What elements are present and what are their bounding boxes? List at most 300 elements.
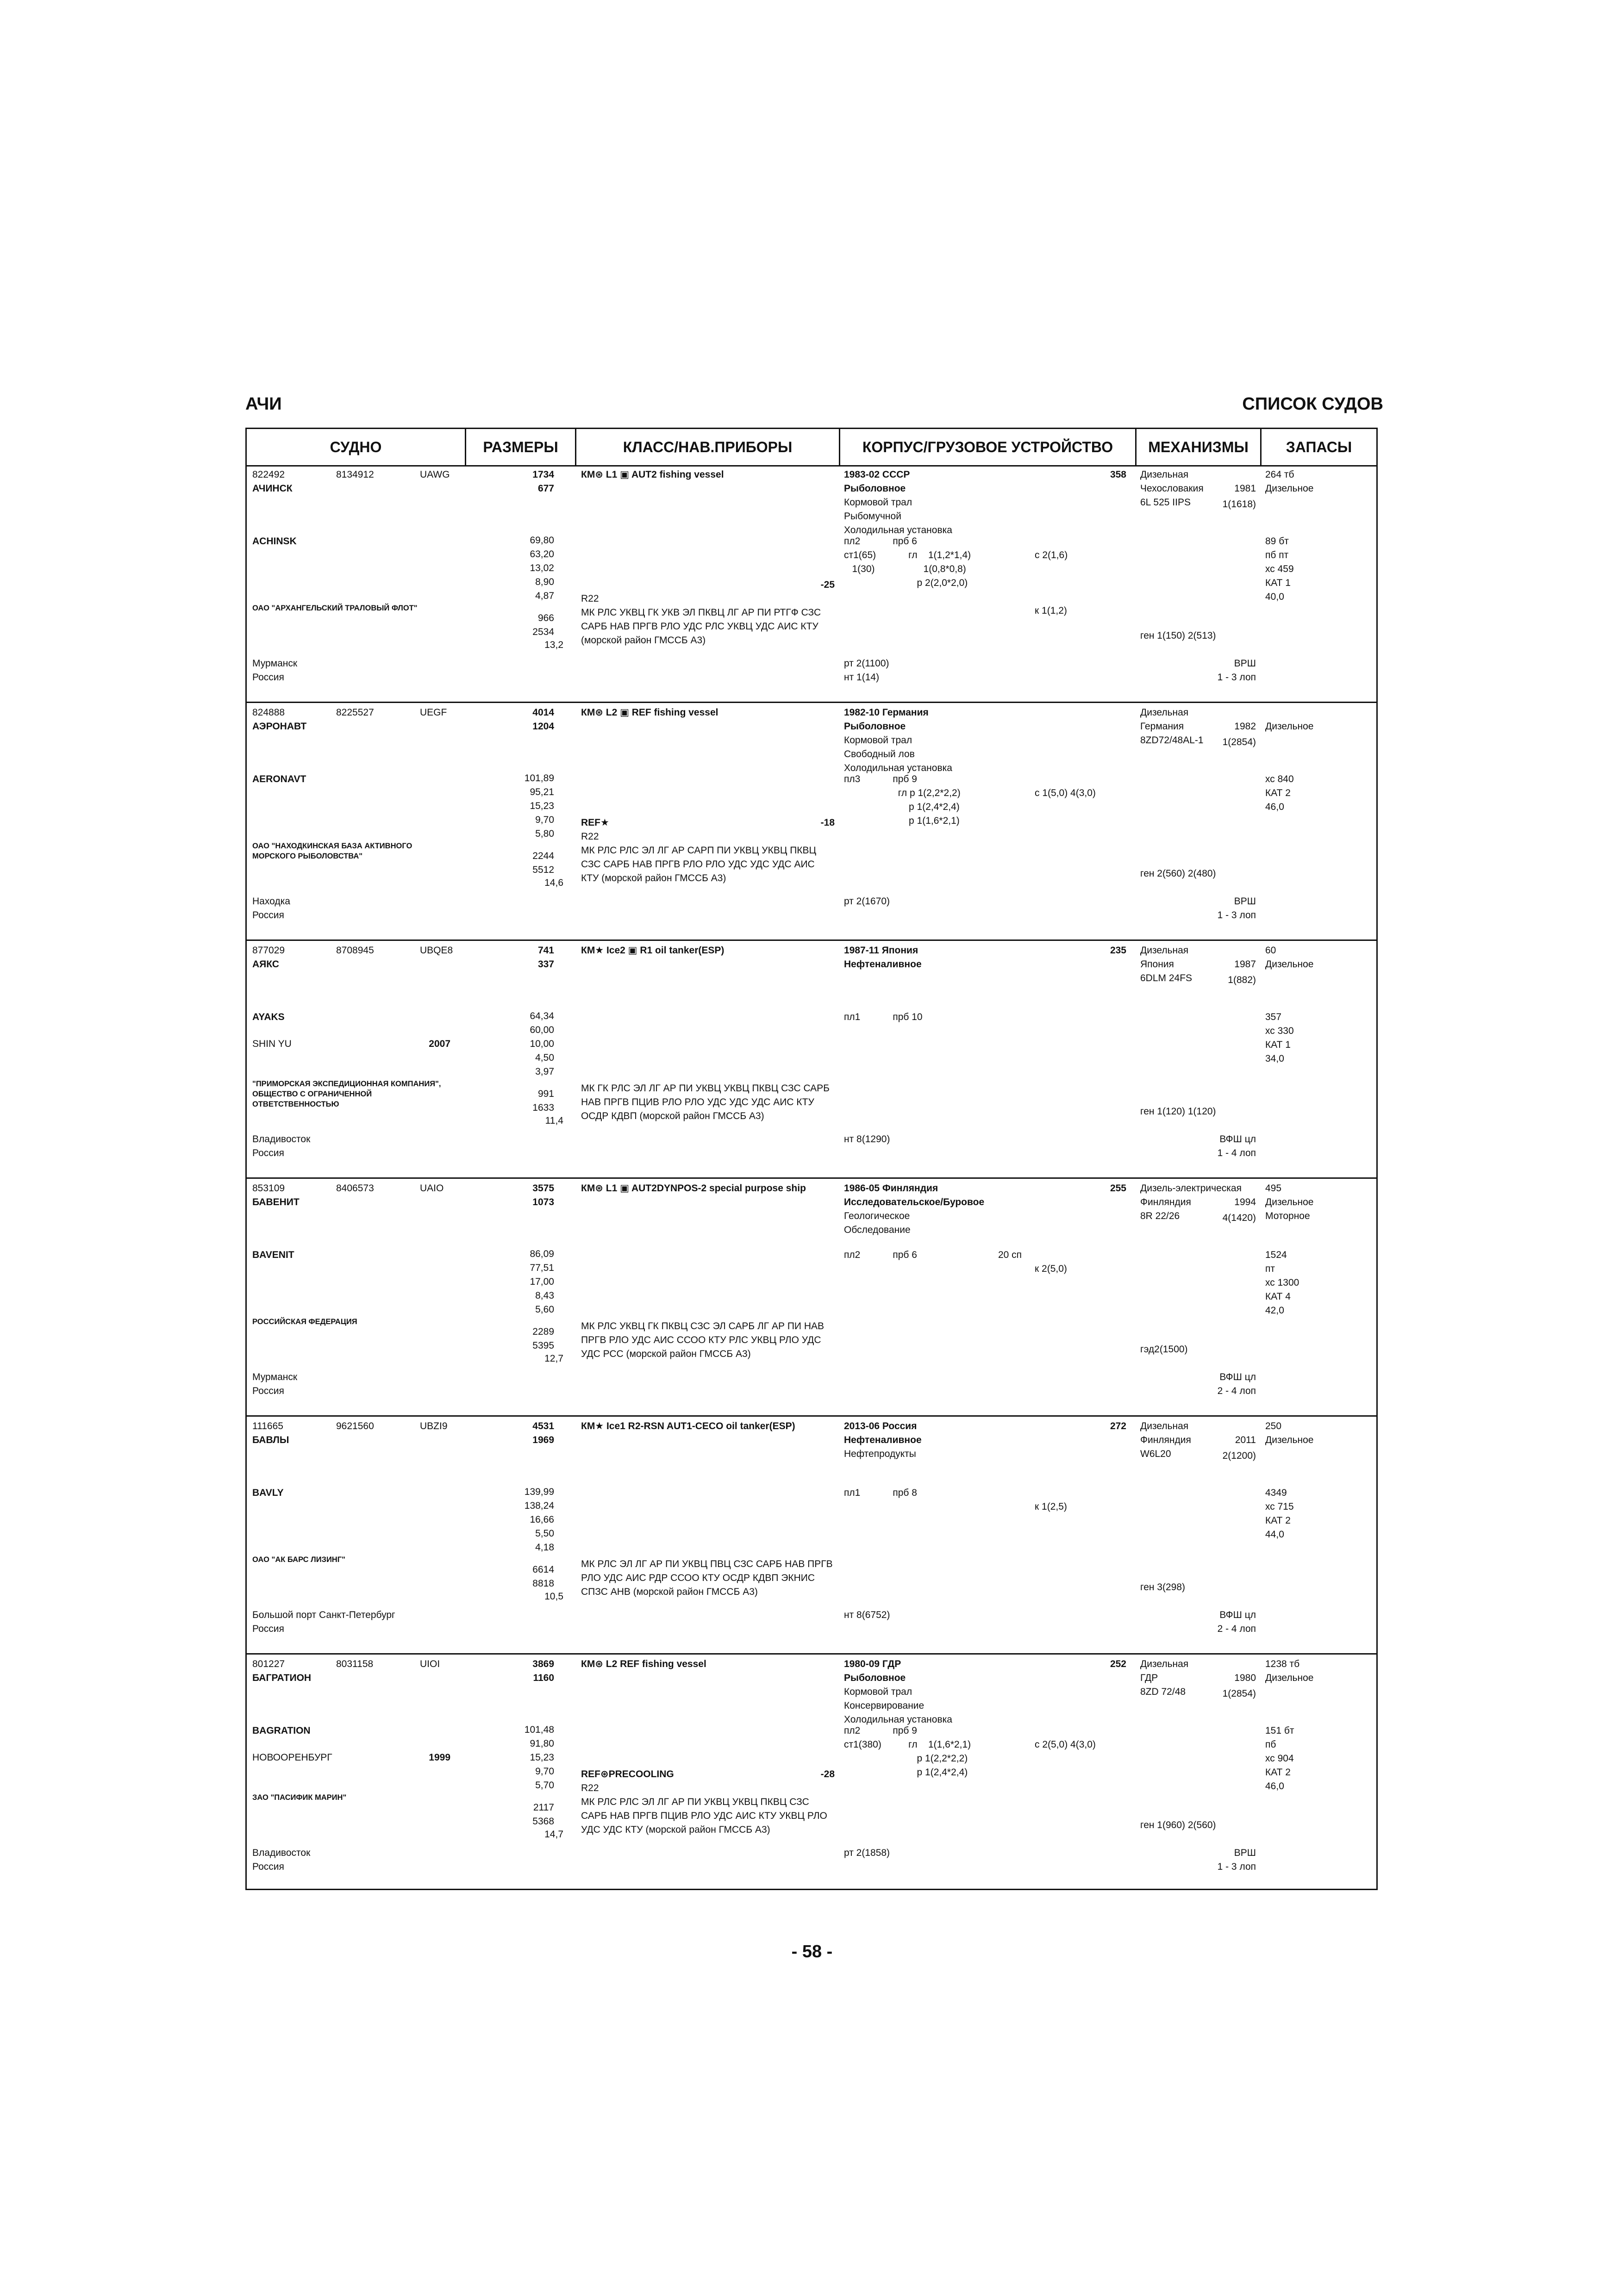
stores-line: КАТ 2 [1265, 1515, 1291, 1526]
ship-record [247, 941, 1376, 1179]
stores-line: 89 бт [1265, 536, 1289, 547]
propeller-blades: 2 - 4 лоп [1217, 1386, 1256, 1396]
cargo-gear [1035, 535, 1068, 618]
stores-line: 1524 [1265, 1250, 1287, 1260]
table-header [247, 429, 1376, 467]
machinery-list [1140, 1419, 1191, 1461]
hull-number: 358 [1110, 469, 1126, 480]
deadweight-value: 5395 [532, 1340, 554, 1351]
refrigerant: R22 [581, 1783, 599, 1793]
page-header-left: АЧИ [245, 394, 282, 414]
stores-line: 34,0 [1265, 1053, 1284, 1064]
imo-number: 8134912 [336, 469, 374, 480]
stores-line: КАТ 1 [1265, 1039, 1291, 1050]
hull-description-line: Рыбомучной [844, 511, 901, 522]
ship-name-ru: БАГРАТИОН [252, 1673, 312, 1683]
dimension-value: 91,80 [530, 1738, 554, 1749]
column-header-stores: ЗАПАСЫ [1286, 439, 1352, 455]
machinery-line: 8ZD 72/48 [1140, 1686, 1186, 1697]
deadweight-list [469, 849, 554, 877]
vessel-type: Нефтеналивное [844, 1435, 922, 1445]
navigation-equipment: МК РЛС УКВЦ ГК УКВ ЭЛ ПКВЦ ЛГ АР ПИ РТГФ СЗС САРБ НАВ ПРГВ РЛО УДС РЛС УКВЦ УДС АИС КТУ (морской район ГМССБ А3) [581, 607, 821, 646]
dimensions-list [469, 772, 554, 841]
build-date-country: 1987-11 Япония [844, 945, 918, 956]
deadweight-value: 5368 [532, 1816, 554, 1827]
build-date-country: 1982-10 Германия [844, 707, 929, 718]
fuel-type: Дизельное [1265, 1435, 1314, 1445]
navigation-equipment: МК ГК РЛС ЭЛ ЛГ АР ПИ УКВЦ УКВЦ ПКВЦ СЗС САРБ НАВ ПРГВ ПЦИВ РЛО РЛО УДС УДС УДС АИС КТУ ОСДР КДВП (морской район ГМССБ А3) [581, 1083, 830, 1121]
speed-value: 14,7 [544, 1829, 563, 1840]
fuel-capacity: 1238 тб [1265, 1659, 1300, 1669]
dimension-value: 95,21 [530, 787, 554, 797]
column-header-machinery: МЕХАНИЗМЫ [1137, 429, 1262, 465]
propeller-type: ВРШ [1234, 1848, 1256, 1858]
registry-number: 111665 [252, 1421, 283, 1431]
stores-line: 44,0 [1265, 1529, 1284, 1540]
previous-name: SHIN YU [252, 1039, 292, 1049]
page-number: - 58 - [791, 1942, 833, 1961]
hull-description-line: Геологическое [844, 1211, 910, 1221]
machinery-line: Дизель-электрическая [1140, 1183, 1242, 1194]
machinery-list [1140, 1657, 1188, 1699]
dimensions-list [469, 534, 554, 603]
dimension-value: 4,50 [535, 1052, 554, 1063]
dimension-value: 4,18 [535, 1542, 554, 1553]
speed-value: 13,2 [544, 640, 563, 650]
machinery-line: Дизельная [1140, 469, 1189, 480]
machinery-line: Дизельная [1140, 1421, 1189, 1431]
cargo-gear-line: с 2(5,0) 4(3,0) [1035, 1739, 1096, 1750]
dimension-value: 86,09 [530, 1249, 554, 1259]
ship-name-ru: БАВЛЫ [252, 1435, 289, 1445]
propeller-blades: 1 - 4 лоп [1217, 1148, 1256, 1158]
hold-line: ст1(65) гл 1(1,2*1,4) [844, 550, 971, 560]
call-sign: UIOI [420, 1659, 440, 1669]
deadweight-value: 2534 [532, 627, 554, 637]
class-notation: КМ★ Ice1 R2-RSN AUT1-CECO oil tanker(ESP) [581, 1421, 795, 1431]
call-sign: UEGF [420, 707, 447, 718]
stores-line: 151 бт [1265, 1725, 1294, 1736]
build-date-country: 1986-05 Финляндия [844, 1183, 938, 1194]
hold-line: пл2 прб 9 [844, 1725, 917, 1736]
cargo-gear-line: к 1(1,2) [1035, 605, 1067, 616]
cargo-gear-line: к 1(2,5) [1035, 1501, 1067, 1512]
call-sign: UAIO [420, 1183, 444, 1194]
dimension-value: 5,60 [535, 1304, 554, 1315]
propeller-type: ВФШ цл [1219, 1372, 1256, 1382]
gross-tonnage: 741 [537, 945, 554, 956]
registry-number: 853109 [252, 1183, 285, 1194]
dimension-value: 9,70 [535, 1766, 554, 1777]
hull-description-line: Кормовой трал [844, 735, 912, 746]
dimension-value: 13,02 [530, 563, 554, 573]
stores-line: хс 904 [1265, 1753, 1294, 1764]
hull-description [844, 1685, 952, 1727]
speed-value: 11,4 [545, 1115, 563, 1126]
imo-number: 8225527 [336, 707, 374, 718]
dimension-value: 8,43 [535, 1290, 554, 1301]
fuel-type: Дизельное [1265, 1673, 1314, 1683]
deadweight-list [469, 611, 554, 639]
hull-number: 235 [1110, 945, 1126, 956]
engine-year: 1980 [1234, 1673, 1256, 1683]
hull-description [844, 1209, 911, 1237]
class-notation: КМ⊛ L1 ▣ AUT2DYNPOS-2 special purpose ship [581, 1183, 806, 1194]
vessel-type: Рыболовное [844, 721, 906, 732]
home-port: Владивосток [252, 1134, 311, 1145]
stores-line: пб пт [1265, 550, 1289, 560]
hold-line: р 1(1,6*2,1) [844, 815, 960, 826]
misc-equipment-line: нт 8(1290) [844, 1134, 890, 1145]
flag-country: Россия [252, 672, 284, 683]
misc-equipment [844, 1846, 890, 1860]
dimension-value: 60,00 [530, 1025, 554, 1035]
net-tonnage: 1204 [532, 721, 554, 732]
dimension-value: 8,90 [535, 577, 554, 587]
dimensions-list [469, 1247, 554, 1317]
stores-line: пб [1265, 1739, 1276, 1750]
machinery-line: Дизельная [1140, 1659, 1189, 1669]
stores-line: хс 330 [1265, 1026, 1294, 1036]
propeller-type: ВФШ цл [1219, 1610, 1256, 1620]
fuel-capacity: 264 тб [1265, 469, 1294, 480]
imo-number: 8708945 [336, 945, 374, 956]
cargo-gear [1035, 772, 1096, 800]
hold-line: пл2 прб 6 [844, 536, 917, 547]
misc-equipment [844, 1608, 890, 1622]
fuel-capacity: 250 [1265, 1421, 1282, 1431]
propeller-blades: 1 - 3 лоп [1217, 1861, 1256, 1872]
navigation-equipment: МК РЛС РЛС ЭЛ ЛГ АР САРП ПИ УКВЦ УКВЦ ПКВЦ СЗС САРБ НАВ ПРГВ РЛО РЛО УДС УДС УДС АИС КТУ (морской район ГМССБ А3) [581, 845, 817, 884]
imo-number: 8406573 [336, 1183, 374, 1194]
hold-details [844, 772, 961, 828]
deadweight-list [469, 1801, 554, 1829]
hull-description-line: Обследование [844, 1225, 911, 1235]
hull-description [844, 734, 952, 775]
column-header-hull: КОРПУС/ГРУЗОВОЕ УСТРОЙСТВО [840, 429, 1137, 465]
ship-record [247, 703, 1376, 941]
stores-line: хс 1300 [1265, 1277, 1299, 1288]
ship-record [247, 1179, 1376, 1417]
refrigerant: R22 [581, 593, 599, 604]
stores-line: 42,0 [1265, 1305, 1284, 1316]
hold-details [844, 1724, 971, 1780]
dimension-value: 3,97 [535, 1066, 554, 1077]
engine-power: 1(2854) [1222, 1688, 1256, 1699]
dimensions-list [469, 1485, 554, 1555]
propeller-type: ВРШ [1234, 658, 1256, 669]
ship-record [247, 1417, 1376, 1655]
engine-power: 2(1200) [1222, 1450, 1256, 1461]
dimension-value: 5,70 [535, 1780, 554, 1791]
flag-country: Россия [252, 1386, 284, 1396]
refrigerant: R22 [581, 831, 599, 842]
column-header-class: КЛАСС/НАВ.ПРИБОРЫ [576, 429, 840, 465]
registry-number: 822492 [252, 469, 285, 480]
engine-year: 1994 [1234, 1197, 1256, 1207]
build-date-country: 2013-06 Россия [844, 1421, 917, 1431]
ship-register-table [245, 428, 1378, 1890]
hold-line: пл2 прб 6 20 сп [844, 1250, 1022, 1260]
machinery-line: Япония [1140, 959, 1174, 970]
misc-equipment-line: рт 2(1100) [844, 658, 889, 669]
ship-name-en: AYAKS [252, 1012, 285, 1022]
ship-name-ru: БАВЕНИТ [252, 1197, 300, 1207]
hull-description-line: Свободный лов [844, 749, 915, 759]
engine-power: 1(882) [1228, 975, 1256, 985]
misc-equipment-line: рт 2(1858) [844, 1848, 890, 1858]
owner-name: ОАО "НАХОДКИНСКАЯ БАЗА АКТИВНОГО МОРСКОГО РЫБОЛОВСТВА" [252, 842, 412, 860]
hold-line: р 1(2,4*2,4) [844, 802, 960, 812]
propeller-blades: 1 - 3 лоп [1217, 910, 1256, 921]
gross-tonnage: 4014 [532, 707, 554, 718]
machinery-line: Германия [1140, 721, 1184, 732]
stores-list [1265, 1486, 1294, 1542]
build-date-country: 1980-09 ГДР [844, 1659, 901, 1669]
deadweight-value: 6614 [532, 1564, 554, 1575]
ship-name-ru: АЧИНСК [252, 483, 293, 494]
hull-description-line: Холодильная установка [844, 763, 952, 773]
flag-country: Россия [252, 1148, 284, 1158]
engine-power: 4(1420) [1222, 1213, 1256, 1223]
cargo-gear-line [1035, 590, 1068, 604]
ship-name-ru: АЭРОНАВТ [252, 721, 307, 732]
dimensions-list [469, 1009, 554, 1079]
cargo-gear [1035, 1486, 1067, 1514]
dimension-value: 69,80 [530, 535, 554, 546]
fuel-capacity: 495 [1265, 1183, 1282, 1194]
speed-value: 10,5 [544, 1591, 563, 1602]
flag-country: Россия [252, 910, 284, 921]
generators: гэд2(1500) [1140, 1344, 1188, 1355]
stores-line: 40,0 [1265, 591, 1284, 602]
cargo-gear-line [1035, 1248, 1067, 1262]
dimension-value: 16,66 [530, 1514, 554, 1525]
fuel-type: Дизельное [1265, 721, 1314, 732]
stores-line: КАТ 4 [1265, 1291, 1291, 1302]
dimension-value: 17,00 [530, 1276, 554, 1287]
gross-tonnage: 3869 [532, 1659, 554, 1669]
machinery-list [1140, 944, 1192, 985]
machinery-line: 8ZD72/48AL-1 [1140, 735, 1204, 746]
column-header-ship: СУДНО [247, 429, 466, 465]
ref-temperature: -25 [820, 579, 835, 590]
dimension-value: 4,87 [535, 591, 554, 601]
engine-year: 2011 [1235, 1435, 1256, 1445]
fuel-capacity: 60 [1265, 945, 1276, 956]
ship-record [247, 1655, 1376, 1892]
machinery-line: Чехословакия [1140, 483, 1204, 494]
deadweight-value: 1633 [532, 1102, 554, 1113]
ref-class: REF⊛PRECOOLING [581, 1769, 674, 1780]
hull-description-line: Холодильная установка [844, 525, 952, 535]
speed-value: 12,7 [544, 1353, 563, 1364]
vessel-type: Исследовательское/Буровое [844, 1197, 985, 1207]
imo-number: 9621560 [336, 1421, 374, 1431]
engine-year: 1982 [1234, 721, 1256, 732]
ship-record [247, 465, 1376, 703]
stores-line: 4349 [1265, 1487, 1287, 1498]
registry-number: 801227 [252, 1659, 285, 1669]
stores-list [1265, 1724, 1294, 1793]
generators: ген 2(560) 2(480) [1140, 868, 1216, 879]
deadweight-list [469, 1087, 554, 1115]
dimension-value: 5,50 [535, 1528, 554, 1539]
call-sign: UBZI9 [420, 1421, 448, 1431]
cargo-gear-line: с 2(1,6) [1035, 550, 1068, 560]
home-port: Большой порт Санкт-Петербург [252, 1610, 395, 1620]
vessel-type: Нефтеналивное [844, 959, 922, 970]
stores-line: пт [1265, 1263, 1275, 1274]
dimension-value: 64,34 [530, 1011, 554, 1021]
hull-description [844, 1447, 916, 1461]
hold-line: гл р 1(2,2*2,2) [844, 788, 961, 798]
dimension-value: 15,23 [530, 801, 554, 811]
stores-line: КАТ 2 [1265, 1767, 1291, 1778]
hull-description-line: Кормовой трал [844, 1686, 912, 1697]
misc-equipment-line: нт 1(14) [844, 672, 880, 683]
net-tonnage: 1073 [532, 1197, 554, 1207]
machinery-line: 6DLM 24FS [1140, 973, 1193, 983]
hold-line: пл3 прб 9 [844, 774, 917, 784]
engine-year: 1987 [1234, 959, 1256, 970]
dimension-value: 5,80 [535, 828, 554, 839]
fuel-type: Дизельное [1265, 483, 1314, 494]
deadweight-value: 8818 [532, 1578, 554, 1589]
fuel-type-2: Моторное [1265, 1211, 1310, 1221]
cargo-gear-line [1035, 562, 1068, 576]
gross-tonnage: 3575 [532, 1183, 554, 1194]
fuel-type: Дизельное [1265, 1197, 1314, 1207]
ship-name-ru: АЯКС [252, 959, 279, 970]
generators: ген 1(960) 2(560) [1140, 1820, 1216, 1830]
owner-name: ЗАО "ПАСИФИК МАРИН" [252, 1793, 347, 1802]
speed-value: 14,6 [544, 877, 563, 888]
dimension-value: 101,48 [524, 1724, 554, 1735]
cargo-gear-line [1035, 772, 1096, 786]
deadweight-list [469, 1325, 554, 1353]
hold-line: 1(30) 1(0,8*0,8) [844, 564, 966, 574]
hull-description-line: Нефтепродукты [844, 1449, 916, 1459]
stores-list [1265, 1248, 1299, 1318]
propeller-type: ВРШ [1234, 896, 1256, 907]
hold-details [844, 535, 971, 590]
machinery-line: 6L 525 IIPS [1140, 497, 1191, 508]
machinery-line: Финляндия [1140, 1435, 1191, 1445]
gross-tonnage: 4531 [532, 1421, 554, 1431]
machinery-line: 8R 22/26 [1140, 1211, 1180, 1221]
call-sign: UBQE8 [420, 945, 453, 956]
propeller-blades: 2 - 4 лоп [1217, 1624, 1256, 1634]
flag-country: Россия [252, 1861, 284, 1872]
stores-line: хс 715 [1265, 1501, 1294, 1512]
dimensions-list [469, 1723, 554, 1792]
ship-name-en: BAVLY [252, 1487, 284, 1498]
page-header-right: СПИСОК СУДОВ [1242, 394, 1383, 414]
cargo-gear-line [1035, 1486, 1067, 1500]
cargo-gear-line: с 1(5,0) 4(3,0) [1035, 788, 1096, 798]
machinery-line: Финляндия [1140, 1197, 1191, 1207]
home-port: Владивосток [252, 1848, 311, 1858]
class-notation: КМ⊛ L2 ▣ REF fishing vessel [581, 707, 718, 718]
hull-description [844, 496, 952, 537]
navigation-equipment: МК РЛС УКВЦ ГК ПКВЦ СЗС ЭЛ САРБ ЛГ АР ПИ НАВ ПРГВ РЛО УДС АИС ССОО КТУ РЛС УКВЦ РЛО УДС УДС РСС (морской район ГМССБ А3) [581, 1321, 824, 1359]
ref-class: REF★ [581, 817, 609, 828]
deadweight-value: 2244 [532, 851, 554, 861]
hull-number: 272 [1110, 1421, 1126, 1431]
previous-name-year: 1999 [429, 1752, 450, 1763]
ship-name-en: ACHINSK [252, 536, 297, 547]
machinery-line: W6L20 [1140, 1449, 1171, 1459]
hold-details [844, 1486, 917, 1500]
hull-number: 255 [1110, 1183, 1126, 1194]
misc-equipment [844, 657, 889, 684]
navigation-equipment: МК РЛС РЛС ЭЛ ЛГ АР ПИ УКВЦ УКВЦ ПКВЦ СЗС САРБ НАВ ПРГВ ПЦИВ РЛО УДС АИС КТУ УКВЦ РЛО УДС УДС КТУ (морской район ГМССБ А3) [581, 1797, 827, 1835]
vessel-type: Рыболовное [844, 483, 906, 494]
registry-number: 877029 [252, 945, 285, 956]
stores-line: 357 [1265, 1012, 1282, 1022]
class-notation: КМ★ Ice2 ▣ R1 oil tanker(ESP) [581, 945, 725, 956]
ship-name-en: BAVENIT [252, 1250, 294, 1260]
ship-name-en: BAGRATION [252, 1725, 311, 1736]
hull-description-line: Кормовой трал [844, 497, 912, 508]
hull-description-line: Холодильная установка [844, 1714, 952, 1725]
cargo-gear-line [1035, 1724, 1096, 1738]
net-tonnage: 1969 [532, 1435, 554, 1445]
imo-number: 8031158 [336, 1659, 374, 1669]
owner-name: "ПРИМОРСКАЯ ЭКСПЕДИЦИОННАЯ КОМПАНИЯ", ОБЩЕСТВО С ОГРАНИЧЕННОЙ ОТВЕТСТВЕННОСТЬЮ [252, 1080, 441, 1108]
build-date-country: 1983-02 СССР [844, 469, 910, 480]
stores-line: КАТ 1 [1265, 578, 1291, 588]
hold-line: ст1(380) гл 1(1,6*2,1) [844, 1739, 971, 1750]
misc-equipment-line: нт 8(6752) [844, 1610, 890, 1620]
deadweight-list [469, 1563, 554, 1591]
dimension-value: 101,89 [524, 773, 554, 784]
registry-number: 824888 [252, 707, 285, 718]
deadweight-value: 966 [537, 613, 554, 623]
deadweight-value: 2289 [532, 1326, 554, 1337]
generators: ген 1(120) 1(120) [1140, 1106, 1216, 1117]
net-tonnage: 337 [537, 959, 554, 970]
machinery-line: Дизельная [1140, 945, 1189, 956]
column-header-dimensions: РАЗМЕРЫ [466, 429, 576, 465]
engine-power: 1(1618) [1222, 499, 1256, 510]
hold-details [844, 1248, 1022, 1262]
generators: ген 1(150) 2(513) [1140, 630, 1216, 641]
deadweight-value: 5512 [532, 865, 554, 875]
cargo-gear-line [1035, 535, 1068, 548]
stores-line: КАТ 2 [1265, 788, 1291, 798]
stores-line: хс 840 [1265, 774, 1294, 784]
fuel-type: Дизельное [1265, 959, 1314, 970]
dimension-value: 139,99 [524, 1487, 554, 1497]
deadweight-value: 991 [537, 1089, 554, 1099]
home-port: Мурманск [252, 1372, 298, 1382]
home-port: Находка [252, 896, 290, 907]
stores-line: 46,0 [1265, 802, 1284, 812]
deadweight-value: 2117 [533, 1802, 554, 1813]
hull-number: 252 [1110, 1659, 1126, 1669]
stores-list [1265, 772, 1294, 814]
misc-equipment [844, 1132, 890, 1146]
stores-line: хс 459 [1265, 564, 1294, 574]
class-notation: КМ⊛ L1 ▣ AUT2 fishing vessel [581, 469, 724, 480]
dimension-value: 63,20 [530, 549, 554, 560]
gross-tonnage: 1734 [532, 469, 554, 480]
net-tonnage: 1160 [533, 1673, 554, 1683]
ref-temperature: -18 [820, 817, 835, 828]
hold-details [844, 1010, 923, 1024]
